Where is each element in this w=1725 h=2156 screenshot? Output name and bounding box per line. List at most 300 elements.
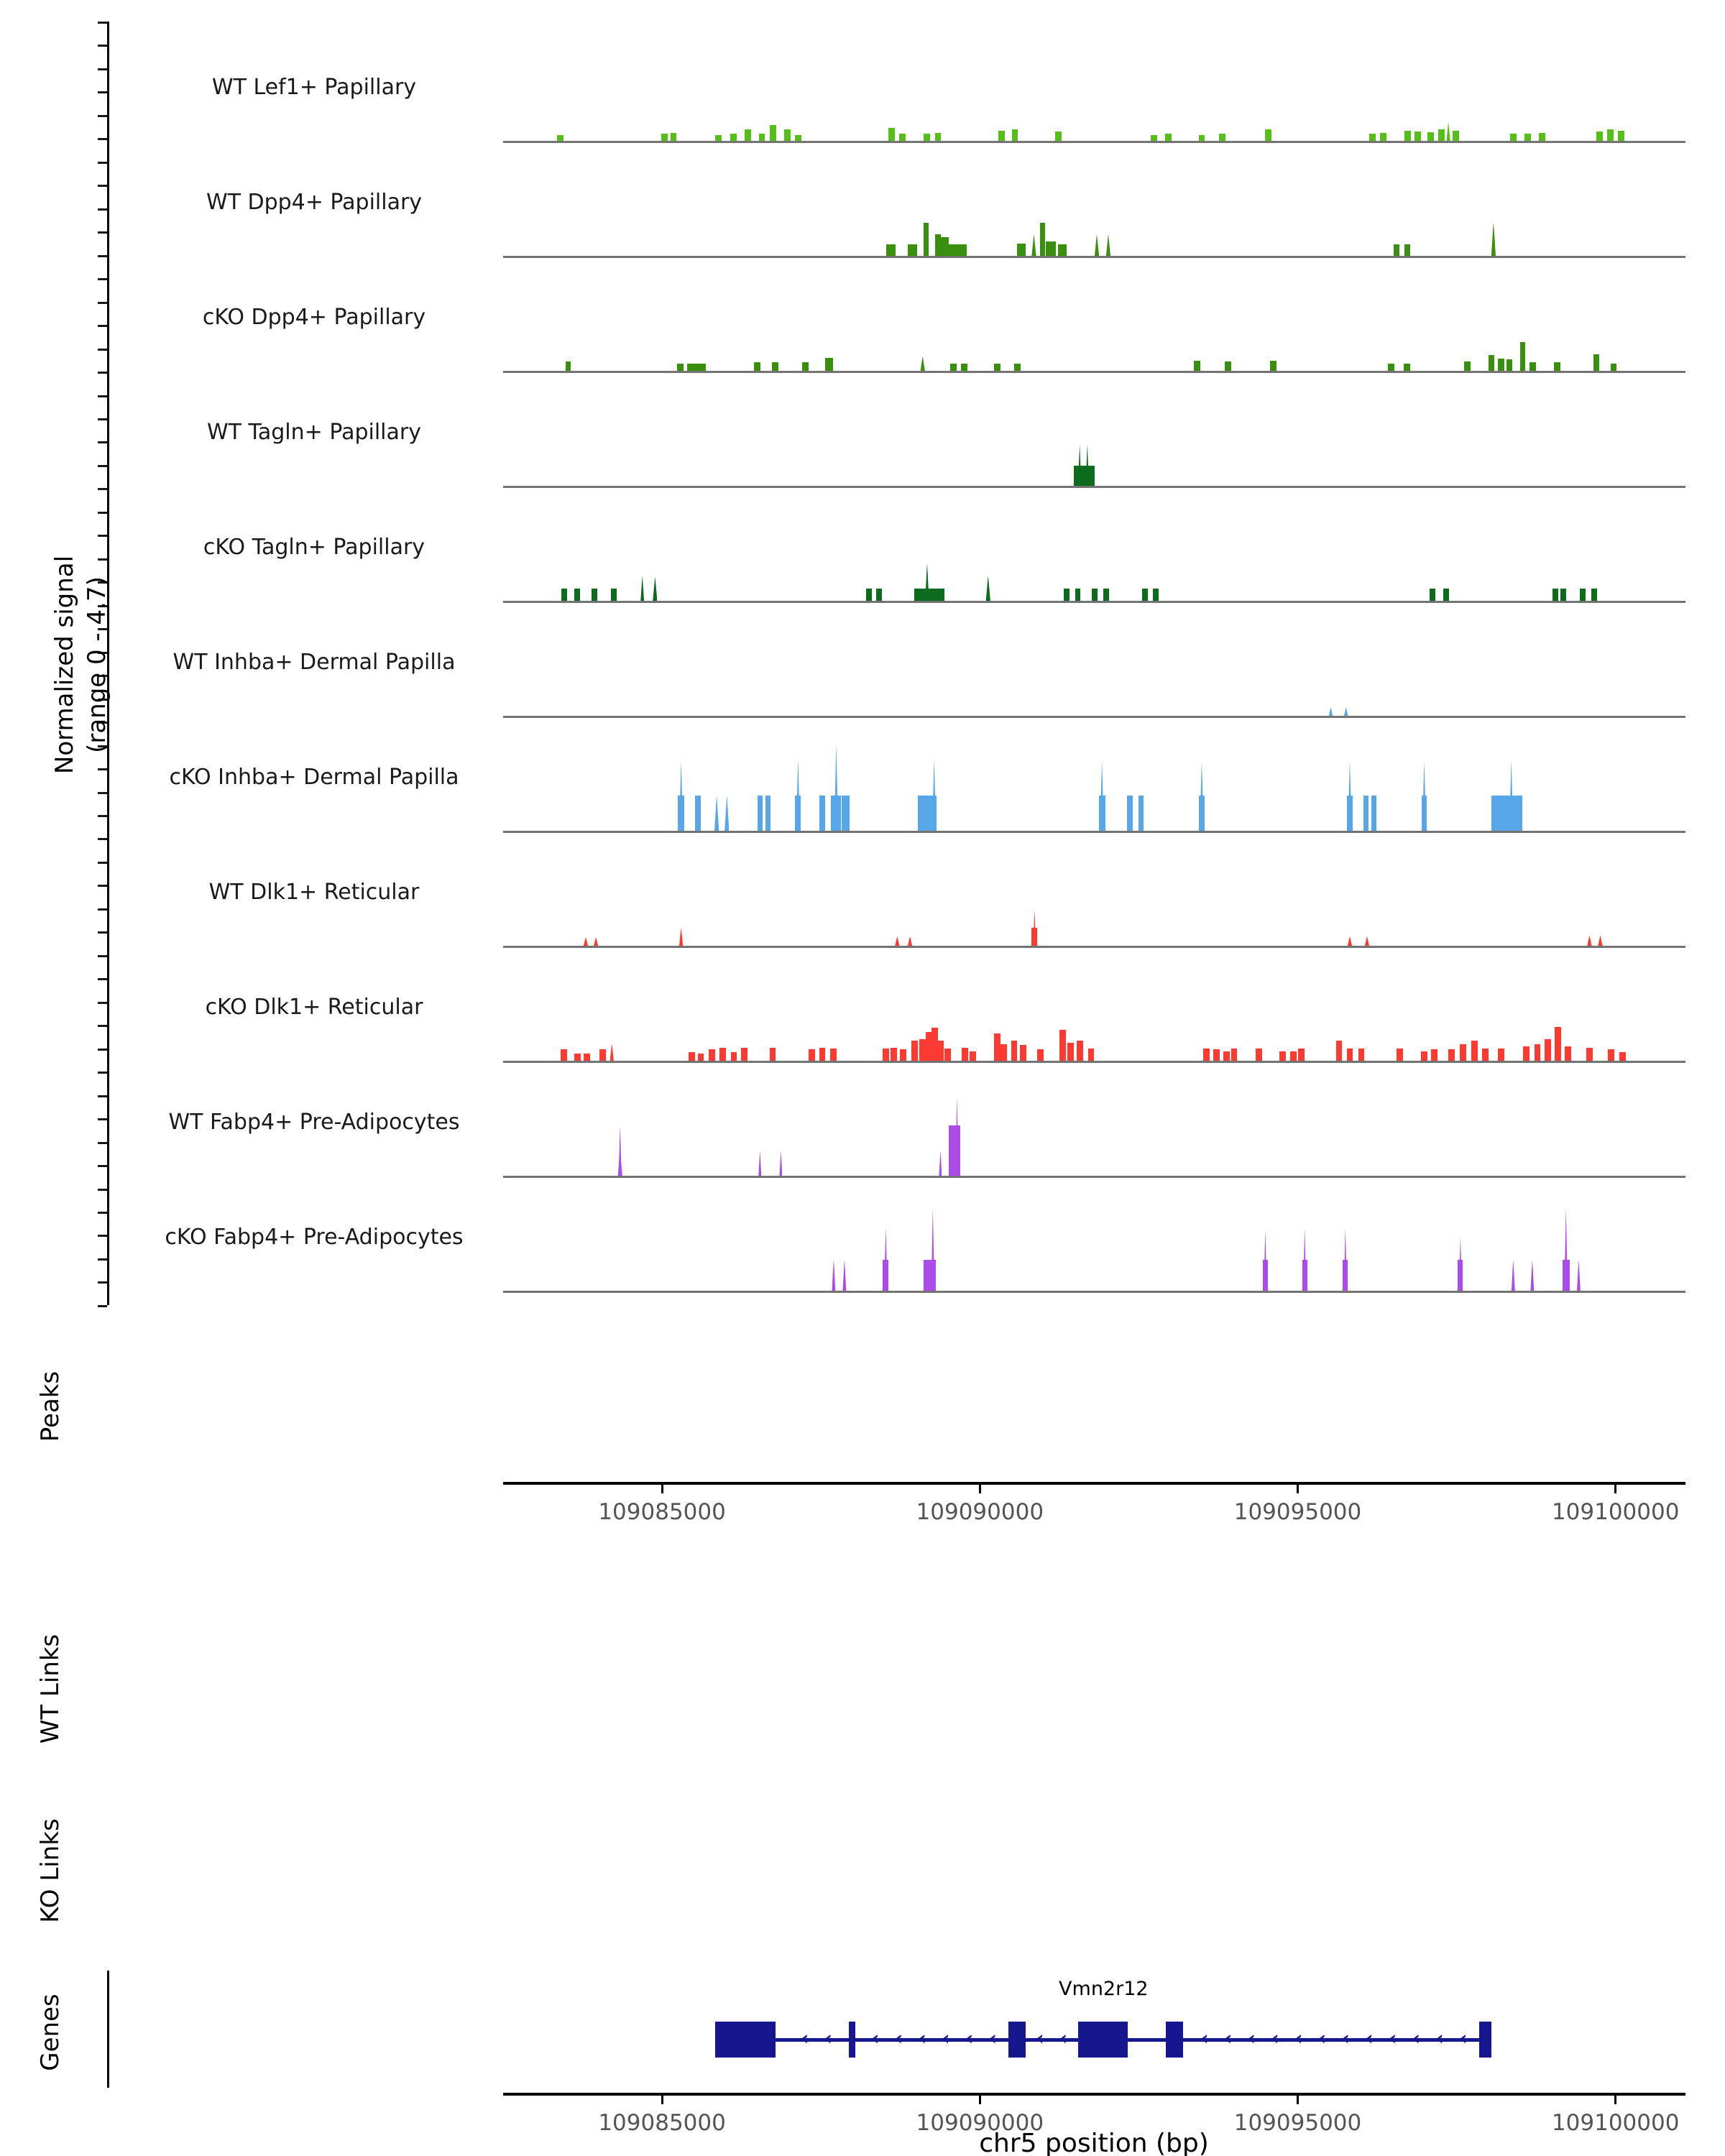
signal-peak xyxy=(940,237,949,256)
signal-peak xyxy=(1607,129,1614,141)
track-label: WT Dpp4+ Papillary xyxy=(206,190,423,215)
y-axis-minor-tick xyxy=(98,395,107,397)
axis-tick xyxy=(661,1483,663,1493)
signal-peak xyxy=(937,1041,944,1061)
y-axis-minor-tick xyxy=(98,22,107,24)
signal-peak xyxy=(886,244,895,256)
gene-strand-arrow-icon: ‹ xyxy=(1365,2027,1374,2050)
signal-peak xyxy=(1058,244,1067,256)
signal-peak xyxy=(714,796,719,831)
axis-tick xyxy=(661,2094,663,2104)
gene-strand-arrow-icon: ‹ xyxy=(965,2027,974,2050)
signal-peak xyxy=(1611,364,1617,371)
y-axis-minor-tick xyxy=(98,1305,107,1307)
y-axis-minor-tick xyxy=(98,278,107,280)
signal-peak xyxy=(1344,707,1348,716)
signal-peak xyxy=(1491,796,1522,831)
signal-peak xyxy=(876,589,882,601)
signal-peak xyxy=(610,1044,614,1061)
track-baseline xyxy=(503,601,1685,603)
signal-peak xyxy=(924,223,929,256)
signal-peak xyxy=(679,928,683,946)
signal-peak xyxy=(1565,1208,1568,1291)
signal-peak xyxy=(1347,1049,1353,1061)
signal-peak xyxy=(932,1209,934,1291)
y-axis-minor-tick xyxy=(98,465,107,467)
gene-strand-arrow-icon: ‹ xyxy=(1271,2027,1279,2050)
signal-peak xyxy=(1618,131,1624,141)
axis-tick-label: 109095000 xyxy=(1233,2110,1362,2136)
signal-peak xyxy=(584,1054,590,1061)
signal-peak xyxy=(1165,134,1172,141)
signal-peak xyxy=(962,1048,968,1061)
signal-peak xyxy=(1498,359,1504,371)
y-axis-minor-tick xyxy=(98,255,107,257)
axis-tick xyxy=(979,2094,981,2104)
signal-peak xyxy=(661,134,668,141)
signal-peak xyxy=(866,589,872,601)
signal-peak xyxy=(819,796,825,831)
signal-peak xyxy=(1453,131,1459,141)
axis-tick-label: 109095000 xyxy=(1233,1499,1362,1525)
signal-peak xyxy=(1358,1049,1365,1061)
track-label: WT Fabp4+ Pre-Adipocytes xyxy=(168,1110,460,1135)
signal-peak xyxy=(770,1048,776,1061)
signal-peak xyxy=(745,129,751,141)
axis-tick-label: 109085000 xyxy=(598,2110,726,2136)
signal-peak xyxy=(998,131,1005,141)
signal-peak xyxy=(842,796,850,831)
signal-peak xyxy=(1270,361,1276,371)
gene-strand-arrow-icon: ‹ xyxy=(1341,2027,1350,2050)
signal-peak xyxy=(891,1048,897,1061)
track-label: cKO Inhba+ Dermal Papilla xyxy=(169,765,459,790)
signal-peak xyxy=(1380,133,1386,141)
signal-peak xyxy=(1020,1045,1026,1061)
signal-peak xyxy=(809,1049,815,1061)
signal-peak xyxy=(741,1048,748,1061)
signal-peak xyxy=(1489,355,1494,371)
signal-peak xyxy=(895,936,899,946)
signal-peak xyxy=(599,1049,606,1061)
y-axis-minor-tick xyxy=(98,231,107,234)
signal-peak xyxy=(1078,444,1081,486)
signal-peak xyxy=(908,936,912,946)
y-axis-minor-tick xyxy=(98,68,107,70)
signal-peak xyxy=(709,1049,715,1061)
signal-peak xyxy=(1095,234,1099,256)
gene-name-label: Vmn2r12 xyxy=(1059,1978,1149,2000)
signal-peak xyxy=(1086,444,1089,486)
signal-peak xyxy=(594,937,598,946)
signal-peak xyxy=(994,364,1000,371)
signal-peak xyxy=(1290,1051,1297,1061)
signal-peak xyxy=(557,135,564,141)
signal-peak xyxy=(921,356,925,371)
signal-peak xyxy=(566,361,571,371)
signal-peak xyxy=(1092,589,1098,601)
signal-peak xyxy=(1000,1044,1007,1061)
signal-peak xyxy=(1074,466,1095,486)
y-axis-minor-tick xyxy=(98,931,107,934)
signal-peak xyxy=(1460,1044,1466,1061)
track-label: cKO Fabp4+ Pre-Adipocytes xyxy=(165,1225,464,1250)
signal-peak xyxy=(1565,1046,1571,1061)
gene-exon xyxy=(849,2022,855,2058)
track-label: cKO Tagln+ Papillary xyxy=(203,535,426,560)
signal-peak xyxy=(1506,359,1513,371)
signal-peak xyxy=(561,589,567,601)
y-axis-label-line1: Normalized signal xyxy=(50,555,79,775)
signal-peak xyxy=(1012,129,1018,141)
signal-peak xyxy=(883,1049,889,1061)
signal-peak xyxy=(961,364,967,371)
gene-strand-arrow-icon: ‹ xyxy=(1412,2027,1421,2050)
y-axis-minor-tick xyxy=(98,955,107,957)
gene-exon xyxy=(1078,2022,1128,2058)
signal-peak xyxy=(758,796,763,831)
signal-peak xyxy=(1077,1041,1083,1061)
track-label: WT Lef1+ Papillary xyxy=(211,75,417,100)
signal-peak xyxy=(1510,134,1517,141)
gene-strand-arrow-icon: ‹ xyxy=(988,2027,998,2050)
gene-strand-arrow-icon: ‹ xyxy=(1059,2027,1068,2050)
signal-peak xyxy=(1138,796,1144,831)
signal-peak xyxy=(825,358,833,371)
signal-peak xyxy=(1591,589,1597,601)
signal-peak xyxy=(1199,135,1205,141)
signal-peak xyxy=(1225,361,1231,371)
signal-peak xyxy=(1482,1049,1489,1061)
y-axis-minor-tick xyxy=(98,138,107,140)
track-baseline xyxy=(503,716,1685,718)
signal-peak xyxy=(914,589,944,601)
signal-peak xyxy=(1365,936,1369,946)
signal-peak xyxy=(1446,122,1450,141)
signal-peak xyxy=(1530,362,1536,371)
signal-peak xyxy=(1580,589,1586,601)
signal-peak xyxy=(730,134,737,141)
signal-peak xyxy=(1471,1041,1478,1061)
signal-peak xyxy=(1608,1049,1614,1061)
signal-peak xyxy=(1520,342,1525,371)
y-axis-minor-tick xyxy=(98,978,107,980)
gene-strand-arrow-icon: ‹ xyxy=(1435,2027,1444,2050)
genomic-axis-lower-line xyxy=(503,2093,1685,2096)
signal-peak xyxy=(1619,1052,1626,1061)
signal-peak xyxy=(1055,132,1062,141)
signal-peak xyxy=(1535,1044,1541,1061)
gene-strand-arrow-icon: ‹ xyxy=(824,2027,832,2050)
track-label: WT Tagln+ Papillary xyxy=(207,420,421,445)
signal-peak xyxy=(1064,589,1070,601)
signal-peak xyxy=(698,1054,704,1061)
signal-peak xyxy=(1555,1027,1561,1061)
y-axis-minor-tick xyxy=(98,1258,107,1261)
y-axis-minor-tick xyxy=(98,1165,107,1167)
gene-strand-arrow-icon: ‹ xyxy=(801,2027,809,2050)
y-axis-minor-tick xyxy=(98,1025,107,1027)
signal-peak xyxy=(1336,1041,1343,1061)
signal-peak xyxy=(1231,1049,1238,1061)
signal-peak xyxy=(1106,234,1110,256)
signal-peak xyxy=(1593,354,1599,371)
signal-peak xyxy=(561,1049,567,1061)
signal-peak xyxy=(1545,1039,1551,1061)
signal-peak xyxy=(1298,1049,1305,1061)
track-label: cKO Dpp4+ Papillary xyxy=(202,305,426,330)
signal-peak xyxy=(677,364,684,371)
track-baseline xyxy=(503,946,1685,948)
signal-peak xyxy=(770,125,776,141)
signal-peak xyxy=(731,1052,737,1061)
y-axis-minor-tick xyxy=(98,115,107,117)
signal-peak xyxy=(1421,1051,1427,1061)
signal-peak xyxy=(1203,1049,1210,1061)
signal-peak xyxy=(1371,796,1376,831)
signal-peak xyxy=(795,135,801,141)
gene-strand-arrow-icon: ‹ xyxy=(918,2027,926,2050)
signal-peak xyxy=(1464,361,1471,371)
signal-peak xyxy=(1397,1049,1403,1061)
y-axis-minor-tick xyxy=(98,185,107,187)
signal-peak xyxy=(919,1039,926,1061)
signal-peak xyxy=(832,1260,835,1291)
signal-peak xyxy=(611,589,617,601)
y-axis-minor-tick xyxy=(98,862,107,864)
gene-strand-arrow-icon: ‹ xyxy=(1224,2027,1233,2050)
signal-peak xyxy=(1329,707,1333,716)
signal-peak xyxy=(687,364,694,371)
genes-section-label: Genes xyxy=(36,1994,65,2071)
signal-peak xyxy=(994,1033,1000,1061)
gene-strand-arrow-icon: ‹ xyxy=(942,2027,950,2050)
signal-peak xyxy=(1530,1260,1534,1291)
gene-strand-arrow-icon: ‹ xyxy=(1318,2027,1327,2050)
signal-peak xyxy=(754,362,760,371)
signal-peak xyxy=(908,244,916,256)
signal-peak xyxy=(1256,1049,1262,1061)
y-axis-minor-tick xyxy=(98,1142,107,1144)
signal-peak xyxy=(1598,936,1602,946)
gene-strand-arrow-icon: ‹ xyxy=(1294,2027,1303,2050)
gene-exon xyxy=(1008,2022,1026,2058)
gene-strand-arrow-icon: ‹ xyxy=(1200,2027,1209,2050)
y-axis-minor-tick xyxy=(98,1281,107,1284)
axis-tick xyxy=(1297,2094,1299,2104)
signal-peak xyxy=(765,796,770,831)
signal-peak xyxy=(1404,364,1410,371)
signal-peak xyxy=(1438,129,1445,141)
signal-peak xyxy=(1596,132,1603,141)
signal-peak xyxy=(1394,244,1399,256)
signal-peak xyxy=(1431,1049,1438,1061)
track-baseline xyxy=(503,1061,1685,1063)
signal-peak xyxy=(1037,1049,1044,1061)
signal-peak xyxy=(693,364,699,371)
signal-peak xyxy=(1348,936,1352,946)
signal-peak xyxy=(1040,223,1045,256)
x-axis-title: chr5 position (bp) xyxy=(979,2129,1209,2156)
gene-strand-arrow-icon: ‹ xyxy=(1459,2027,1468,2050)
signal-peak xyxy=(1017,244,1026,256)
genomic-axis-upper-line xyxy=(503,1482,1685,1485)
signal-peak xyxy=(1404,244,1410,256)
signal-peak xyxy=(689,1052,695,1061)
signal-peak xyxy=(779,1151,782,1176)
signal-peak xyxy=(699,364,706,371)
y-axis-minor-tick xyxy=(98,45,107,47)
y-axis-minor-tick xyxy=(98,1212,107,1214)
signal-peak xyxy=(899,134,906,141)
signal-peak xyxy=(944,1049,951,1061)
y-axis-minor-tick xyxy=(98,1189,107,1191)
signal-peak xyxy=(949,1125,961,1176)
signal-peak xyxy=(1427,132,1434,141)
y-axis-minor-tick xyxy=(98,1095,107,1097)
signal-peak xyxy=(1265,129,1271,141)
signal-peak xyxy=(715,135,722,141)
signal-peak xyxy=(1443,589,1449,601)
signal-peak xyxy=(1279,1051,1286,1061)
signal-peak xyxy=(1404,131,1411,141)
signal-peak xyxy=(772,362,778,371)
track-baseline xyxy=(503,1291,1685,1293)
signal-peak xyxy=(1151,135,1157,141)
signal-peak xyxy=(819,1048,826,1061)
signal-peak xyxy=(1011,1041,1018,1061)
gene-strand-arrow-icon: ‹ xyxy=(894,2027,903,2050)
ko-links-section-label: KO Links xyxy=(36,1818,65,1923)
y-axis-label-line2: (range 0 - 4.7) xyxy=(83,576,111,753)
gene-strand-arrow-icon: ‹ xyxy=(1036,2027,1044,2050)
axis-tick xyxy=(1297,1483,1299,1493)
track-baseline xyxy=(503,831,1685,833)
signal-peak xyxy=(1539,133,1545,141)
signal-peak xyxy=(1142,589,1148,601)
signal-peak xyxy=(1363,796,1368,831)
signal-peak xyxy=(640,576,644,601)
signal-peak xyxy=(1194,361,1200,371)
signal-peak xyxy=(802,362,809,371)
signal-peak xyxy=(834,745,838,831)
signal-peak xyxy=(830,1049,837,1061)
signal-peak xyxy=(1512,1260,1515,1291)
signal-peak xyxy=(671,133,677,141)
y-axis-minor-tick xyxy=(98,1072,107,1074)
track-label: WT Dlk1+ Reticular xyxy=(208,880,420,905)
y-axis-minor-tick xyxy=(98,372,107,374)
axis-tick xyxy=(979,1483,981,1493)
signal-peak xyxy=(986,576,990,601)
y-axis-minor-tick xyxy=(98,908,107,911)
axis-tick xyxy=(1614,1483,1616,1493)
signal-peak xyxy=(592,589,597,601)
signal-peak xyxy=(619,1125,622,1176)
signal-peak xyxy=(1075,589,1081,601)
gene-strand-arrow-icon: ‹ xyxy=(871,2027,880,2050)
y-axis-minor-tick xyxy=(98,302,107,304)
axis-tick-label: 109085000 xyxy=(598,1499,726,1525)
signal-peak xyxy=(1213,1049,1220,1061)
signal-peak xyxy=(957,244,966,256)
signal-peak xyxy=(1046,241,1056,256)
signal-peak xyxy=(900,1049,906,1061)
genes-axis-line xyxy=(107,1971,109,2088)
signal-peak xyxy=(842,1260,846,1291)
signal-peak xyxy=(935,133,942,141)
signal-peak xyxy=(574,1054,581,1061)
signal-peak xyxy=(924,134,930,141)
signal-peak xyxy=(1491,222,1496,256)
track-baseline xyxy=(503,486,1685,488)
gene-strand-arrow-icon: ‹ xyxy=(1247,2027,1256,2050)
y-axis-minor-tick xyxy=(98,349,107,351)
gene-exon xyxy=(1166,2022,1184,2058)
wt-links-section-label: WT Links xyxy=(36,1634,65,1744)
axis-tick-label: 109090000 xyxy=(916,1499,1044,1525)
signal-peak xyxy=(1560,589,1566,601)
axis-tick-label: 109090000 xyxy=(916,2110,1044,2136)
signal-peak xyxy=(1430,589,1435,601)
track-label: WT Inhba+ Dermal Papilla xyxy=(172,650,456,675)
signal-peak xyxy=(1577,1260,1581,1291)
signal-peak xyxy=(1088,1049,1095,1061)
peaks-section-label: Peaks xyxy=(36,1370,65,1442)
signal-peak xyxy=(1014,364,1021,371)
signal-peak xyxy=(695,796,701,831)
signal-peak xyxy=(758,1151,761,1176)
signal-peak xyxy=(719,1048,726,1061)
signal-peak xyxy=(1587,936,1591,946)
signal-peak xyxy=(1414,132,1421,141)
signal-peak xyxy=(925,563,929,601)
gene-exon xyxy=(1479,2022,1491,2058)
signal-peak xyxy=(1031,234,1036,256)
track-baseline xyxy=(503,256,1685,258)
signal-peak xyxy=(1223,1051,1230,1061)
signal-peak xyxy=(1554,362,1560,371)
track-baseline xyxy=(503,371,1685,373)
signal-peak xyxy=(1059,1030,1066,1061)
signal-peak xyxy=(1524,134,1531,141)
signal-peak xyxy=(1498,1049,1504,1061)
track-label: cKO Dlk1+ Reticular xyxy=(205,995,423,1020)
signal-peak xyxy=(1448,1049,1455,1061)
signal-peak xyxy=(724,796,729,831)
axis-tick-label: 109100000 xyxy=(1551,1499,1680,1525)
signal-peak xyxy=(1523,1046,1530,1061)
track-baseline xyxy=(503,141,1685,143)
signal-peak xyxy=(784,129,791,141)
gene-strand-arrow-icon: ‹ xyxy=(1389,2027,1397,2050)
signal-peak xyxy=(759,134,765,141)
y-axis-minor-tick xyxy=(98,162,107,164)
signal-peak xyxy=(584,937,588,946)
axis-tick-label: 109100000 xyxy=(1551,2110,1680,2136)
signal-peak xyxy=(1103,589,1109,601)
signal-peak xyxy=(653,576,657,601)
signal-peak xyxy=(888,128,895,141)
track-baseline xyxy=(503,1176,1685,1178)
gene-exon xyxy=(715,2022,776,2058)
axis-tick xyxy=(1614,2094,1616,2104)
signal-peak xyxy=(970,1051,976,1061)
signal-peak xyxy=(949,244,957,256)
signal-peak xyxy=(1586,1048,1593,1061)
signal-peak xyxy=(950,364,957,371)
signal-peak xyxy=(939,1151,942,1176)
